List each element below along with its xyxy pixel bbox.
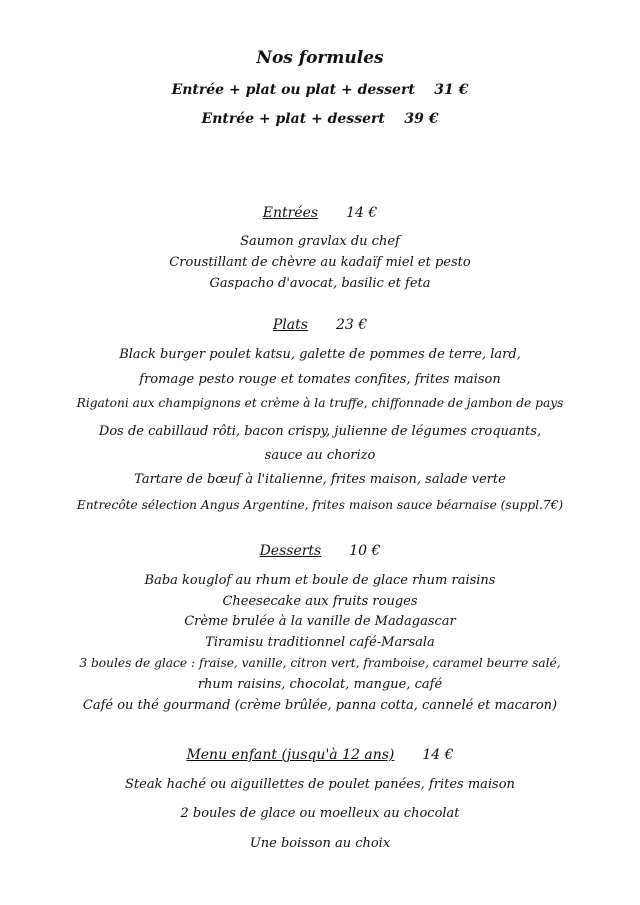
entrees-price: 14 € (346, 205, 378, 221)
plat-item: Tartare de bœuf à l'italienne, frites maison, salade verte (134, 472, 506, 487)
enfant-item: Steak haché ou aiguillettes de poulet panées, frites maison (125, 777, 515, 792)
formules-title: Nos formules (256, 48, 384, 68)
plat-item: Entrecôte sélection Angus Argentine, frites maison sauce béarnaise (suppl.7€) (76, 498, 564, 512)
plat-item: fromage pesto rouge et tomates confites, frites maison (139, 372, 501, 387)
entrees-heading (0, 205, 640, 221)
plat-item: Rigatoni aux champignons et crème à la truffe, chiffonnade de jambon de pays (76, 396, 564, 410)
enfant-item: Une boisson au choix (249, 836, 391, 851)
desserts-price: 10 € (349, 543, 381, 559)
enfant-price: 14 € (422, 747, 454, 763)
entree-item: Croustillant de chèvre au kadaïf miel et pesto (169, 255, 471, 270)
desserts-title: Desserts (259, 543, 322, 559)
enfant-title: Menu enfant (jusqu'à 12 ans) (186, 747, 395, 763)
entrees-title: Entrées (262, 205, 319, 221)
dessert-item: Baba kouglof au rhum et boule de glace rhum raisins (144, 573, 496, 588)
plats-heading (0, 317, 640, 333)
enfant-item: 2 boules de glace ou moelleux au chocolat (180, 806, 460, 821)
enfant-heading (0, 747, 640, 763)
plats-title: Plats (272, 317, 308, 333)
dessert-item: Crème brulée à la vanille de Madagascar (184, 614, 456, 629)
plat-item: Black burger poulet katsu, galette de pommes de terre, lard, (119, 347, 521, 362)
dessert-item: 3 boules de glace : fraise, vanille, citron vert, framboise, caramel beurre salé, (79, 656, 561, 670)
entree-item: Gaspacho d'avocat, basilic et feta (209, 276, 431, 291)
entree-item: Saumon gravlax du chef (240, 234, 400, 249)
desserts-heading (0, 543, 640, 559)
plat-item: sauce au chorizo (264, 448, 376, 463)
dessert-item: Cheesecake aux fruits rouges (222, 594, 418, 609)
dessert-item: rhum raisins, chocolat, mangue, café (197, 677, 443, 692)
plats-price: 23 € (335, 317, 368, 333)
formule-line-2: Entrée + plat + dessert 39 € (201, 111, 439, 127)
formule-line-1: Entrée + plat ou plat + dessert 31 € (171, 82, 469, 98)
dessert-item: Tiramisu traditionnel café-Marsala (205, 635, 435, 650)
dessert-item: Café ou thé gourmand (crème brûlée, panna cotta, cannelé et macaron) (82, 698, 558, 713)
plat-item: Dos de cabillaud rôti, bacon crispy, julienne de légumes croquants, (98, 424, 542, 439)
